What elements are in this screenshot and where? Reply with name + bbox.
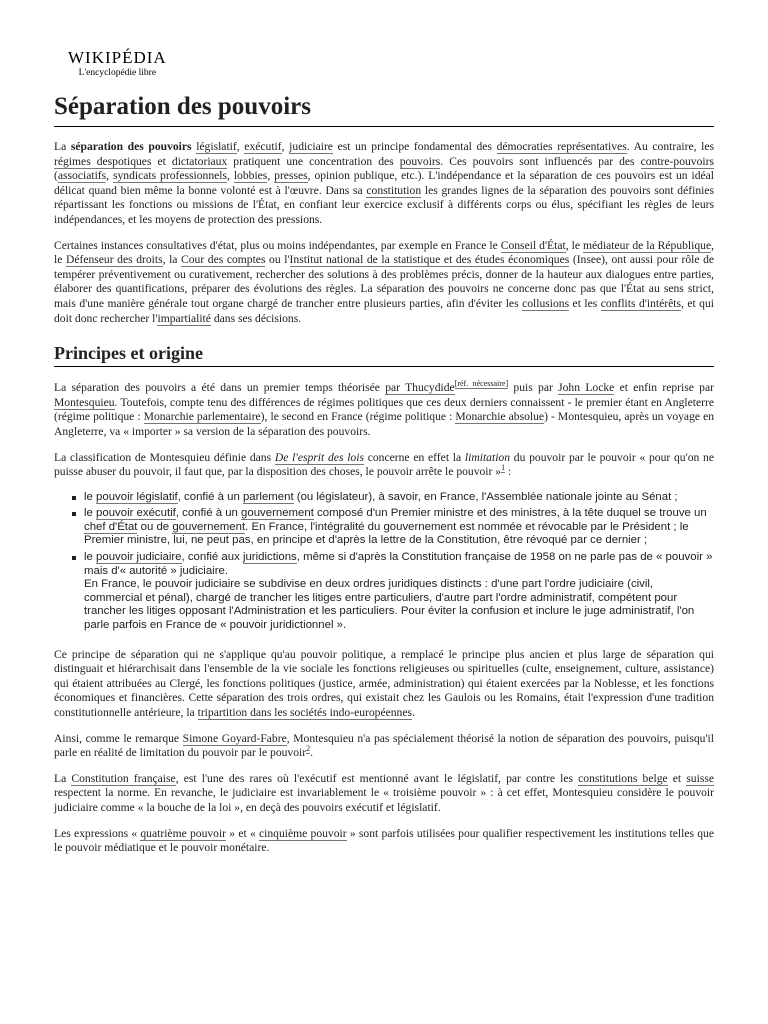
- link-esprit-des-lois[interactable]: De l'esprit des lois: [274, 450, 364, 464]
- text: . En France, l'intégralité du gouvernement est nommée et révocable par le Président ; le Premier ministre, lui, ne peut pas, en principe et d'après la lettre de la Constitution, être révoqué par ce dernier ;: [84, 520, 689, 547]
- text: du pouvoir par le pouvoir « pour qu'on ne puisse abuser du pouvoir, il faut que, par la disposition des choses, le pouvoir arrête le pouvoir »: [54, 450, 714, 479]
- link-mediateur-republique[interactable]: médiateur de la République: [582, 238, 712, 252]
- link-monarchie-parlementaire[interactable]: Monarchie parlementaire: [143, 410, 261, 424]
- link-democraties-representatives[interactable]: démocraties représentatives: [496, 140, 627, 153]
- text: .: [310, 746, 313, 760]
- link-associatifs[interactable]: associatifs: [57, 169, 107, 183]
- link-defenseur-droits[interactable]: Défenseur des droits: [65, 253, 163, 267]
- text: Ainsi, comme le remarque: [54, 731, 183, 745]
- link-thucydide[interactable]: par Thucydide: [385, 381, 455, 395]
- link-john-locke[interactable]: John Locke: [558, 381, 615, 395]
- text: (: [54, 169, 58, 183]
- text: et: [151, 154, 172, 168]
- link-gouvernement-2[interactable]: gouvernement: [172, 520, 246, 533]
- text: . Toutefois, compte tenu des différences de régimes politiques que ces deux derniers connaissent - le premier étant en Angleterre (régime politique :: [54, 395, 714, 424]
- text: le: [84, 551, 97, 564]
- text: et les: [569, 296, 601, 310]
- text: et enfin reprise par: [614, 381, 714, 395]
- logo-tagline: L'encyclopédie libre: [78, 68, 157, 78]
- link-judiciaire[interactable]: judiciaire: [289, 140, 333, 153]
- text: ,: [281, 140, 290, 153]
- text: concerne en effet la: [363, 450, 465, 464]
- text: les grandes lignes de la séparation des pouvoirs sont définies répartissant les fonctions ou missions de l'État, en confiant leur exercice exclusif à différents corps ou élus, spécifiant les règles de leurs indépendances, et les moyens de protection des pressions.: [54, 183, 715, 226]
- text: , Montesquieu n'a pas spécialement théorisé la notion de séparation des pouvoirs, puisqu'il parle en réalité de limitation du pouvoir par le pouvoir: [54, 731, 714, 760]
- text: composé d'un Premier ministre et des ministres, à la tête duquel se trouve un: [313, 507, 707, 520]
- text: ou de: [137, 520, 173, 533]
- section-heading-principes: Principes et origine: [54, 342, 714, 367]
- text: . Au contraire, les: [626, 140, 715, 153]
- section-paragraph-1: [54, 381, 714, 439]
- text: pratiquent une concentration des: [227, 154, 400, 168]
- powers-list: [54, 491, 714, 633]
- link-dictatoriaux[interactable]: dictatoriaux: [171, 154, 228, 168]
- section-paragraph-4: [54, 732, 714, 761]
- text: respectent la norme. En revanche, le judiciaire est invariablement le « troisième pouvoir » : à cet effet, Montesquieu considère le pouvoir judiciaire comme « la bouche de la loi », en deçà des pouvoirs exécutif et législatif.: [54, 786, 714, 814]
- text: le: [84, 490, 97, 503]
- article-content: [54, 140, 714, 867]
- text: :: [505, 465, 512, 479]
- text: et: [667, 771, 687, 785]
- link-cinquieme-pouvoir[interactable]: cinquième pouvoir: [259, 826, 347, 840]
- section-paragraph-5: [54, 772, 714, 816]
- link-chef-detat[interactable]: chef d'État: [84, 520, 138, 533]
- intro-paragraph-2: [54, 239, 714, 327]
- list-item-judiciaire: [84, 551, 714, 633]
- link-syndicats-professionnels[interactable]: syndicats professionnels: [112, 169, 228, 183]
- section-paragraph-6: [54, 827, 714, 856]
- link-constitution[interactable]: constitution: [366, 183, 422, 197]
- text: La: [54, 771, 72, 785]
- text: , est l'une des rares où l'exécutif est mentionné avant le législatif, par contre les: [175, 771, 579, 785]
- link-legislatif[interactable]: législatif: [196, 140, 237, 153]
- text: ,: [267, 169, 275, 183]
- link-montesquieu[interactable]: Montesquieu: [54, 395, 115, 409]
- emphasis-limitation: limitation: [464, 450, 511, 464]
- text: , la: [162, 253, 182, 267]
- text: est un principe fondamental des: [332, 140, 497, 153]
- link-insee[interactable]: Institut national de la statistique et des études économiques: [289, 253, 570, 267]
- link-pouvoir-legislatif[interactable]: pouvoir législatif: [96, 490, 178, 503]
- text: , confié à un: [177, 490, 243, 503]
- text: ) - Montesquieu, après un voyage en Angleterre, va « importer » sa version de la séparation des pouvoirs.: [54, 410, 715, 438]
- section-paragraph-2: [54, 451, 714, 480]
- text: , même si d'après la Constitution française de 1958 on ne parle pas de « pouvoir » mais d'« autorité » judiciaire.: [84, 551, 713, 577]
- link-monarchie-absolue[interactable]: Monarchie absolue: [455, 410, 545, 424]
- text: Ce principe de séparation qui ne s'applique qu'au pouvoir politique, a remplacé le principe plus ancien et plus large de séparation qui distinguait et hiérarchisait dans l'ensemble de la vie sociale les fonctions religieuses ou spirituelles (culte, enseignement, culture, assistance) qui étaient attribuées au Clergé, les fonctions politiques (justice, armée, administration) qui étaient exercées par la Noblesse, et les fonctions économiques et financières. Cette séparation des trois ordres, qui existait chez les Gaulois ou les Romains, était l'expression d'une tradition constitutionnelle antérieure, la: [54, 647, 714, 719]
- link-parlement[interactable]: parlement: [242, 490, 294, 503]
- link-executif[interactable]: exécutif: [244, 140, 282, 153]
- text: , opinion publique, etc.). L'indépendance et la séparation de ces pouvoirs est un idéal délicat quand bien même la bonne volonté est à l'œuvre. Dans sa: [54, 169, 715, 197]
- text: dans ses décisions.: [210, 311, 302, 325]
- link-lobbies[interactable]: lobbies: [233, 169, 268, 183]
- link-regimes-despotiques[interactable]: régimes despotiques: [54, 154, 152, 168]
- text: ), le second en France (régime politique :: [260, 410, 456, 424]
- text: , et qui doit donc rechercher l': [54, 296, 714, 325]
- text: (Insee), ont aussi pour rôle de tempérer préventivement ou curativement, rechercher des solutions à des problèmes précis, donner de la hauteur aux dialogues entre parties, élaborer des quantifications, préparer des évolutions des règles. La séparation des pouvoirs ne concerne donc pas que l'État au sens strict, mais d'une manière générale tout organe chargé de trancher entre plusieurs parties, afin d'éviter les: [54, 253, 715, 310]
- link-conseil-detat[interactable]: Conseil d'État: [500, 238, 566, 252]
- text: La classification de Montesquieu définie dans: [54, 450, 275, 464]
- text: ,: [227, 169, 234, 183]
- bold-term: séparation des pouvoirs: [70, 140, 192, 153]
- text: . Ces pouvoirs sont influencés par des: [440, 154, 641, 168]
- link-pouvoir-executif[interactable]: pouvoir exécutif: [96, 507, 176, 520]
- text: , le: [565, 238, 583, 252]
- text: ,: [106, 169, 113, 183]
- text: La: [54, 140, 71, 153]
- link-suisse[interactable]: suisse: [686, 771, 714, 785]
- text: Les expressions «: [54, 826, 141, 840]
- text: puis par: [508, 381, 559, 395]
- text: En France, le pouvoir judiciaire se subdivise en deux ordres juridiques distincts : d'une part l'ordre judiciaire (civil, commercial et pénal), chargé de trancher les litiges entre particuliers, d'autre part l'ordre administratif, compétent pour trancher les litiges opposant l'Administration et les particuliers. Pour éviter la confusion et inclure le juge administratif, l'on parle parfois en France de « pouvoir juridictionnel ».: [84, 578, 695, 632]
- link-gouvernement[interactable]: gouvernement: [241, 507, 314, 520]
- link-quatrieme-pouvoir[interactable]: quatrième pouvoir: [140, 826, 227, 840]
- text: .: [412, 706, 415, 719]
- text: Certaines instances consultatives d'état, plus ou moins indépendantes, par exemple en France le: [54, 238, 501, 252]
- text: La séparation des pouvoirs a été dans un premier temps théorisée: [54, 381, 386, 395]
- link-cour-des-comptes[interactable]: Cour des comptes: [181, 253, 266, 267]
- link-pouvoir-judiciaire[interactable]: pouvoir judiciaire: [96, 551, 182, 564]
- link-collusions[interactable]: collusions: [522, 296, 570, 310]
- link-tripartition[interactable]: tripartition dans les sociétés indo-européennes: [197, 706, 413, 719]
- link-impartialite[interactable]: impartialité: [157, 311, 211, 325]
- link-constitution-francaise[interactable]: Constitution française: [71, 771, 176, 785]
- section-paragraph-3: [54, 648, 714, 721]
- link-simone-goyard-fabre[interactable]: Simone Goyard-Fabre: [182, 731, 287, 745]
- text: le: [84, 507, 97, 520]
- text: ,: [236, 140, 245, 153]
- wikipedia-logo[interactable]: [68, 49, 167, 79]
- link-juridictions[interactable]: juridictions: [242, 551, 297, 564]
- text: , confié à un: [175, 507, 242, 520]
- text: (ou législateur), à savoir, en France, l'Assemblée nationale jointe au Sénat ;: [293, 490, 678, 503]
- link-pouvoirs[interactable]: pouvoirs: [399, 154, 441, 168]
- text: ou l': [265, 253, 290, 267]
- link-constitutions-belge[interactable]: constitutions belge: [578, 771, 668, 785]
- footnote-ref-2[interactable]: 2: [306, 744, 311, 754]
- text: , le: [54, 238, 715, 267]
- link-conflits-interets[interactable]: conflits d'intérêts: [600, 296, 681, 310]
- text: » sont parfois utilisées pour qualifier respectivement les institutions telles que le pouvoir médiatique et le pouvoir monétaire.: [54, 826, 714, 855]
- footnote-ref-1[interactable]: 1: [501, 463, 506, 473]
- page-title: Séparation des pouvoirs: [54, 90, 714, 127]
- list-item-executif: [84, 507, 714, 548]
- link-contre-pouvoirs[interactable]: contre-pouvoirs: [640, 154, 714, 168]
- reference-needed-note[interactable]: [réf. nécessaire]: [454, 379, 509, 389]
- intro-paragraph-1: [54, 140, 714, 228]
- list-item-legislatif: [84, 491, 714, 505]
- link-presses[interactable]: presses: [274, 169, 308, 183]
- logo-wordmark: WIKIPÉDIA: [68, 48, 167, 67]
- text: » et «: [226, 826, 259, 840]
- text: , confié aux: [181, 551, 243, 564]
